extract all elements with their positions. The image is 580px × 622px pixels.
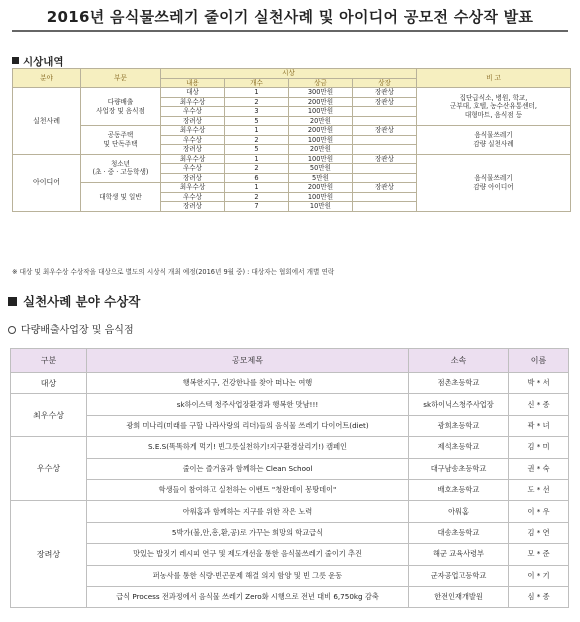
remark-cell (417, 154, 571, 211)
award-count: 3 (225, 107, 289, 117)
remark-cell (417, 88, 571, 126)
award-prize: 20만원 (289, 116, 353, 126)
award-count: 2 (225, 164, 289, 174)
header-org: 소속 (409, 349, 509, 373)
award-summary-table (12, 68, 571, 212)
winner-name: 도 * 선 (509, 479, 569, 500)
award-note: ※ 대상 및 최우수상 수상작을 대상으로 별도의 시상식 개최 예정(2016년 9월 중) : 대상자는 협회에서 개별 연락 (12, 268, 335, 276)
winner-title: S.E.S(똑똑하게 먹기! 빈그릇실천하기!지구환경살리기!) 캠페인 (87, 437, 409, 458)
award-plaque (353, 145, 417, 155)
winner-name: 권 * 숙 (509, 458, 569, 479)
winner-title: 행복한지구, 건강한나를 찾아 떠나는 여행 (87, 373, 409, 394)
winner-name: 이 * 우 (509, 501, 569, 522)
section2-subheading: 다량배출사업장 및 음식점 (8, 321, 134, 336)
winner-row (11, 586, 569, 607)
award-count: 2 (225, 135, 289, 145)
square-bullet-icon (8, 297, 17, 306)
award-prize: 10만원 (289, 202, 353, 212)
award-type-cell: 최우수상 (11, 394, 87, 437)
award-prize: 20만원 (289, 145, 353, 155)
award-plaque (353, 135, 417, 145)
award-count: 1 (225, 183, 289, 193)
winner-title: 5박가(불,안,흥,환,공)로 가꾸는 희망의 학교급식 (87, 522, 409, 543)
award-plaque (353, 202, 417, 212)
remark-text: 군부대, 호텔, 농수산유통센터, (450, 102, 537, 111)
remark-text: 음식물쓰레기 (474, 174, 513, 182)
award-prize: 200만원 (289, 183, 353, 193)
division-text: 및 단독주택 (103, 139, 138, 148)
award-prize: 5만원 (289, 173, 353, 183)
winner-org: 아워홈 (409, 501, 509, 522)
winner-row (11, 501, 569, 522)
winner-org: 제석초등학교 (409, 437, 509, 458)
award-name: 우수상 (161, 164, 225, 174)
winner-row (11, 565, 569, 586)
award-plaque (353, 116, 417, 126)
winner-org: 광희초등학교 (409, 415, 509, 436)
award-prize: 200만원 (289, 126, 353, 136)
award-plaque: 장관상 (353, 97, 417, 107)
division-text: 공동주택 (107, 131, 134, 140)
section1-heading: 시상내역 (12, 54, 64, 69)
category-cell: 실천사례 (13, 88, 81, 155)
winner-row (11, 394, 569, 415)
award-row (13, 88, 571, 98)
winner-row (11, 437, 569, 458)
award-name: 최우수상 (161, 126, 225, 136)
remark-cell (417, 126, 571, 155)
division-text: (초 · 중 · 고등학생) (92, 168, 149, 177)
title-underline (12, 30, 568, 32)
remark-text: 감량 실천사례 (473, 139, 514, 148)
winner-title: 광희 미나리(미래를 구할 나라사랑의 리더)들의 음식물 쓰레기 다이어트(diet) (87, 415, 409, 436)
award-prize: 300만원 (289, 88, 353, 98)
award-name: 최우수상 (161, 183, 225, 193)
award-plaque (353, 173, 417, 183)
header-division: 부문 (81, 69, 161, 88)
division-text: 대학생 및 일반 (99, 192, 142, 201)
award-plaque: 장관상 (353, 183, 417, 193)
winner-title: 학생들이 참여하고 실천하는 이벤트 "청완데이 몽땅데이" (87, 479, 409, 500)
winners-table (10, 348, 569, 608)
award-prize: 100만원 (289, 107, 353, 117)
header-category: 분야 (13, 69, 81, 88)
header-prize: 상금 (289, 78, 353, 88)
division-cell (81, 126, 161, 155)
award-name: 우수상 (161, 135, 225, 145)
winner-row (11, 544, 569, 565)
winner-name: 이 * 기 (509, 565, 569, 586)
award-count: 5 (225, 145, 289, 155)
award-name: 최우수상 (161, 97, 225, 107)
award-count: 2 (225, 97, 289, 107)
division-cell (81, 88, 161, 126)
division-cell (81, 183, 161, 212)
winner-name: 김 * 연 (509, 522, 569, 543)
winner-title: 줄이는 즐거움과 함께하는 Clean School (87, 458, 409, 479)
award-type-cell: 장려상 (11, 501, 87, 608)
remark-text: 집단급식소, 병원, 학교, (459, 93, 528, 102)
winner-title: 아워홈과 함께하는 지구를 위한 작은 노력 (87, 501, 409, 522)
winner-row (11, 458, 569, 479)
winner-row (11, 479, 569, 500)
award-prize: 200만원 (289, 97, 353, 107)
winner-title: 맛있는 밥짓기 레시피 연구 및 제도개선을 통한 음식물쓰레기 줄이기 추진 (87, 544, 409, 565)
award-plaque: 장관상 (353, 88, 417, 98)
award-plaque (353, 164, 417, 174)
winner-org: 군자공업고등학교 (409, 565, 509, 586)
award-type-cell: 우수상 (11, 437, 87, 501)
award-row (13, 154, 571, 164)
division-cell (81, 154, 161, 183)
award-plaque (353, 192, 417, 202)
award-summary-body (13, 88, 571, 212)
header-award: 시상 (161, 69, 417, 79)
award-count: 7 (225, 202, 289, 212)
remark-text: 대형마트, 음식점 등 (464, 110, 523, 119)
circle-bullet-icon (8, 326, 16, 334)
award-count: 6 (225, 173, 289, 183)
award-name: 우수상 (161, 107, 225, 117)
header-award-type: 구분 (11, 349, 87, 373)
award-name: 장려상 (161, 202, 225, 212)
division-text: 다량배출 (107, 98, 134, 106)
remark-text: 감량 아이디어 (473, 182, 514, 191)
header-name: 내용 (161, 78, 225, 88)
award-name: 대상 (161, 88, 225, 98)
winner-org: 한전인재개발원 (409, 586, 509, 607)
award-count: 1 (225, 126, 289, 136)
award-prize: 100만원 (289, 154, 353, 164)
winner-name: 모 * 준 (509, 544, 569, 565)
award-name: 장려상 (161, 145, 225, 155)
header-person: 이름 (509, 349, 569, 373)
winner-name: 곽 * 녀 (509, 415, 569, 436)
winner-name: 심 * 종 (509, 586, 569, 607)
award-type-cell: 대상 (11, 373, 87, 394)
winner-row (11, 415, 569, 436)
award-count: 1 (225, 154, 289, 164)
remark-text: 음식물쓰레기 (474, 131, 513, 140)
award-plaque (353, 107, 417, 117)
section2-heading: 실천사례 분야 수상작 (8, 292, 140, 310)
winner-title: 퍼농사를 통한 식량·빈곤문제 해결 의지 함양 및 빈 그릇 운동 (87, 565, 409, 586)
winner-row (11, 522, 569, 543)
winner-org: 점촌초등학교 (409, 373, 509, 394)
award-name: 장려상 (161, 173, 225, 183)
header-count: 개수 (225, 78, 289, 88)
award-plaque: 장관상 (353, 126, 417, 136)
header-plaque: 상장 (353, 78, 417, 88)
award-prize: 50만원 (289, 164, 353, 174)
division-text: 청소년 (110, 159, 131, 168)
winner-org: 대송초등학교 (409, 522, 509, 543)
winners-body (11, 373, 569, 608)
award-count: 5 (225, 116, 289, 126)
winner-name: 신 * 종 (509, 394, 569, 415)
square-bullet-icon (12, 57, 19, 64)
award-name: 우수상 (161, 192, 225, 202)
award-row (13, 126, 571, 136)
division-text: 사업장 및 음식점 (96, 106, 145, 115)
winner-org: sk하이닉스청주사업장 (409, 394, 509, 415)
header-remark: 비 고 (417, 69, 571, 88)
winner-title: 급식 Process 전과정에서 음식물 쓰레기 Zero화 시행으로 전년 대비 6,750kg 감축 (87, 586, 409, 607)
winner-title: sk하이스텍 청주사업장환경과 행복한 맛남!!! (87, 394, 409, 415)
award-name: 최우수상 (161, 154, 225, 164)
winner-org: 해군 교육사령부 (409, 544, 509, 565)
page-title: 2016년 음식물쓰레기 줄이기 실천사례 및 아이디어 공모전 수상작 발표 (46, 8, 534, 26)
winner-name: 박 * 서 (509, 373, 569, 394)
winner-name: 김 * 미 (509, 437, 569, 458)
winner-row (11, 373, 569, 394)
award-name: 장려상 (161, 116, 225, 126)
award-count: 2 (225, 192, 289, 202)
award-plaque: 장관상 (353, 154, 417, 164)
header-title: 공모제목 (87, 349, 409, 373)
winner-org: 대구남송초등학교 (409, 458, 509, 479)
award-prize: 100만원 (289, 192, 353, 202)
award-prize: 100만원 (289, 135, 353, 145)
award-count: 1 (225, 88, 289, 98)
winner-org: 배호초등학교 (409, 479, 509, 500)
category-cell: 아이디어 (13, 154, 81, 211)
